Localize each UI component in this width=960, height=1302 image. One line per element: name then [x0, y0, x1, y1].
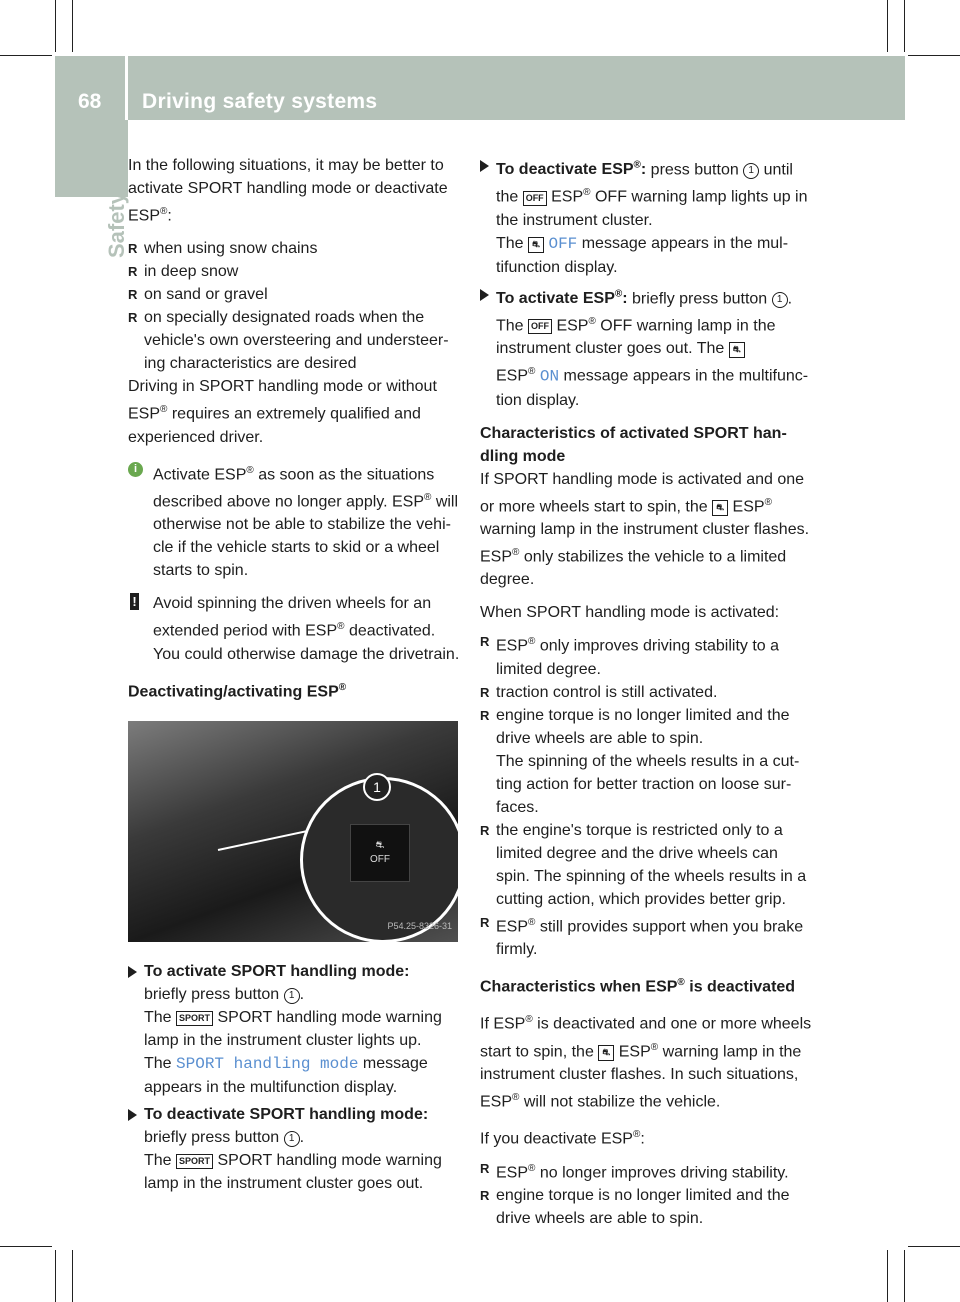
list-item: R in deep snow	[128, 260, 460, 283]
side-tab-block	[55, 120, 128, 197]
crop-mark	[908, 55, 960, 56]
section-heading: Characteristics of activated SPORT handling mode	[480, 424, 787, 465]
instruction-step: To deactivate SPORT handling mode: briefly press button 1 . The SPORT SPORT handling mode warning lamp in the instrument cluster goes out.	[128, 1103, 460, 1195]
list-item: R on specially designated roads when the vehicle's own oversteering and understeering characteristics are desired	[128, 306, 460, 375]
body-paragraph: When SPORT handling mode is activated:	[480, 604, 780, 622]
crop-mark	[55, 0, 56, 52]
list-item: R ESP® no longer improves driving stability.	[480, 1157, 814, 1184]
esp-car-lamp-icon: ⛐	[598, 1045, 614, 1061]
intro-paragraph: In the following situations, it may be better to activate SPORT handling mode or deactivate ESP®:	[128, 157, 448, 225]
crop-mark	[887, 1250, 888, 1302]
esp-off-button-image: ⛐ OFF	[350, 824, 410, 882]
crop-mark	[72, 1250, 73, 1302]
right-column	[480, 154, 814, 1230]
driving-paragraph: Driving in SPORT handling mode or without ESP® requires an extremely qualified and experienced driver.	[128, 378, 437, 446]
list-item: R ESP® only improves driving stability to a limited degree.	[480, 630, 814, 680]
crop-mark	[0, 55, 52, 56]
section-heading: Characteristics when ESP® is deactivated	[480, 976, 796, 996]
instruction-step: To activate SPORT handling mode: briefly press button 1 . The SPORT SPORT handling mode warning lamp in the instrument cluster lights up. The SPORT handling mode message appears in the multifunction display.	[128, 960, 460, 1099]
button-ref-icon: 1	[772, 292, 788, 308]
esp-off-lamp-icon: OFF	[528, 319, 552, 334]
esp-car-lamp-icon: ⛐	[712, 500, 728, 516]
crop-mark	[0, 1246, 52, 1247]
list-item-sub: The spinning of the wheels results in a cutting action for better traction on loose surfaces.	[496, 752, 800, 816]
list-item: R engine torque is no longer limited and the drive wheels are able to spin.	[480, 1184, 814, 1230]
body-paragraph: If ESP® is deactivated and one or more wheels start to spin, the ⛐ ESP® warning lamp in the instrument cluster flashes. In such situations, ESP® will not stabilize the vehicle.	[480, 1014, 812, 1111]
section-heading: Deactivating/activating ESP®	[128, 681, 347, 700]
list-item: R ESP® still provides support when you brake firmly.	[480, 911, 814, 961]
crop-mark	[887, 0, 888, 52]
side-tab-label: Safety	[104, 191, 130, 259]
display-message: OFF	[548, 234, 578, 253]
list-item: R when using snow chains	[128, 237, 460, 260]
info-icon: i	[128, 462, 143, 477]
header-separator	[125, 56, 128, 120]
instruction-step: To deactivate ESP®: press button 1 until the OFF ESP® OFF warning lamp lights up in the instrument cluster. The ⛐ OFF message appears in the multifunction display.	[480, 154, 814, 279]
list-item: R engine torque is no longer limited and the drive wheels are able to spin.	[480, 704, 814, 750]
instruction-step: To activate ESP®: briefly press button 1 . The OFF ESP® OFF warning lamp in the instrument cluster goes out. The ⛐ ESP® ON message appears in the multifunction display.	[480, 283, 814, 412]
info-note: i Activate ESP® as soon as the situations described above no longer apply. ESP® will otherwise not be able to stabilize the vehicle if the vehicle starts to skid or a wheel starts to spin.	[128, 459, 460, 583]
left-column	[128, 154, 460, 1199]
display-message: ON	[539, 367, 560, 386]
warning-icon: !	[130, 593, 139, 610]
body-paragraph: If SPORT handling mode is activated and one or more wheels start to spin, the ⛐ ESP® warning lamp in the instrument cluster flashes. ESP® only stabilizes the vehicle to a limited degree.	[480, 470, 810, 589]
crop-mark	[55, 1250, 56, 1302]
list-item: R the engine's torque is restricted only to a limited degree and the drive wheels can spin. The spinning of the wheels results in a cutting action, which provides better grip.	[480, 819, 814, 911]
display-message: SPORT handling mode	[176, 1054, 359, 1073]
crop-mark	[908, 1246, 960, 1247]
photo-code: P54.25-8326-31	[387, 920, 452, 931]
page-number: 68	[78, 90, 102, 113]
esp-car-lamp-icon: ⛐	[729, 342, 745, 358]
crop-mark	[904, 1250, 905, 1302]
button-ref-icon: 1	[284, 988, 300, 1004]
button-ref-icon: 1	[743, 163, 759, 179]
warning-note: ! Avoid spinning the driven wheels for an extended period with ESP® deactivated. You could otherwise damage the drivetrain.	[128, 592, 460, 665]
crop-mark	[72, 0, 73, 52]
chapter-title: Driving safety systems	[142, 90, 378, 113]
esp-car-lamp-icon: ⛐	[528, 237, 544, 253]
sport-lamp-icon: SPORT	[176, 1011, 213, 1026]
button-ref-icon: 1	[284, 1131, 300, 1147]
esp-off-lamp-icon: OFF	[523, 191, 547, 206]
sport-lamp-icon: SPORT	[176, 1154, 213, 1169]
esp-button-photo	[128, 721, 458, 942]
list-item: R on sand or gravel	[128, 283, 460, 306]
crop-mark	[904, 0, 905, 52]
list-item: R traction control is still activated.	[480, 681, 814, 704]
body-paragraph: If you deactivate ESP®:	[480, 1129, 645, 1148]
callout-number: 1	[363, 773, 391, 801]
